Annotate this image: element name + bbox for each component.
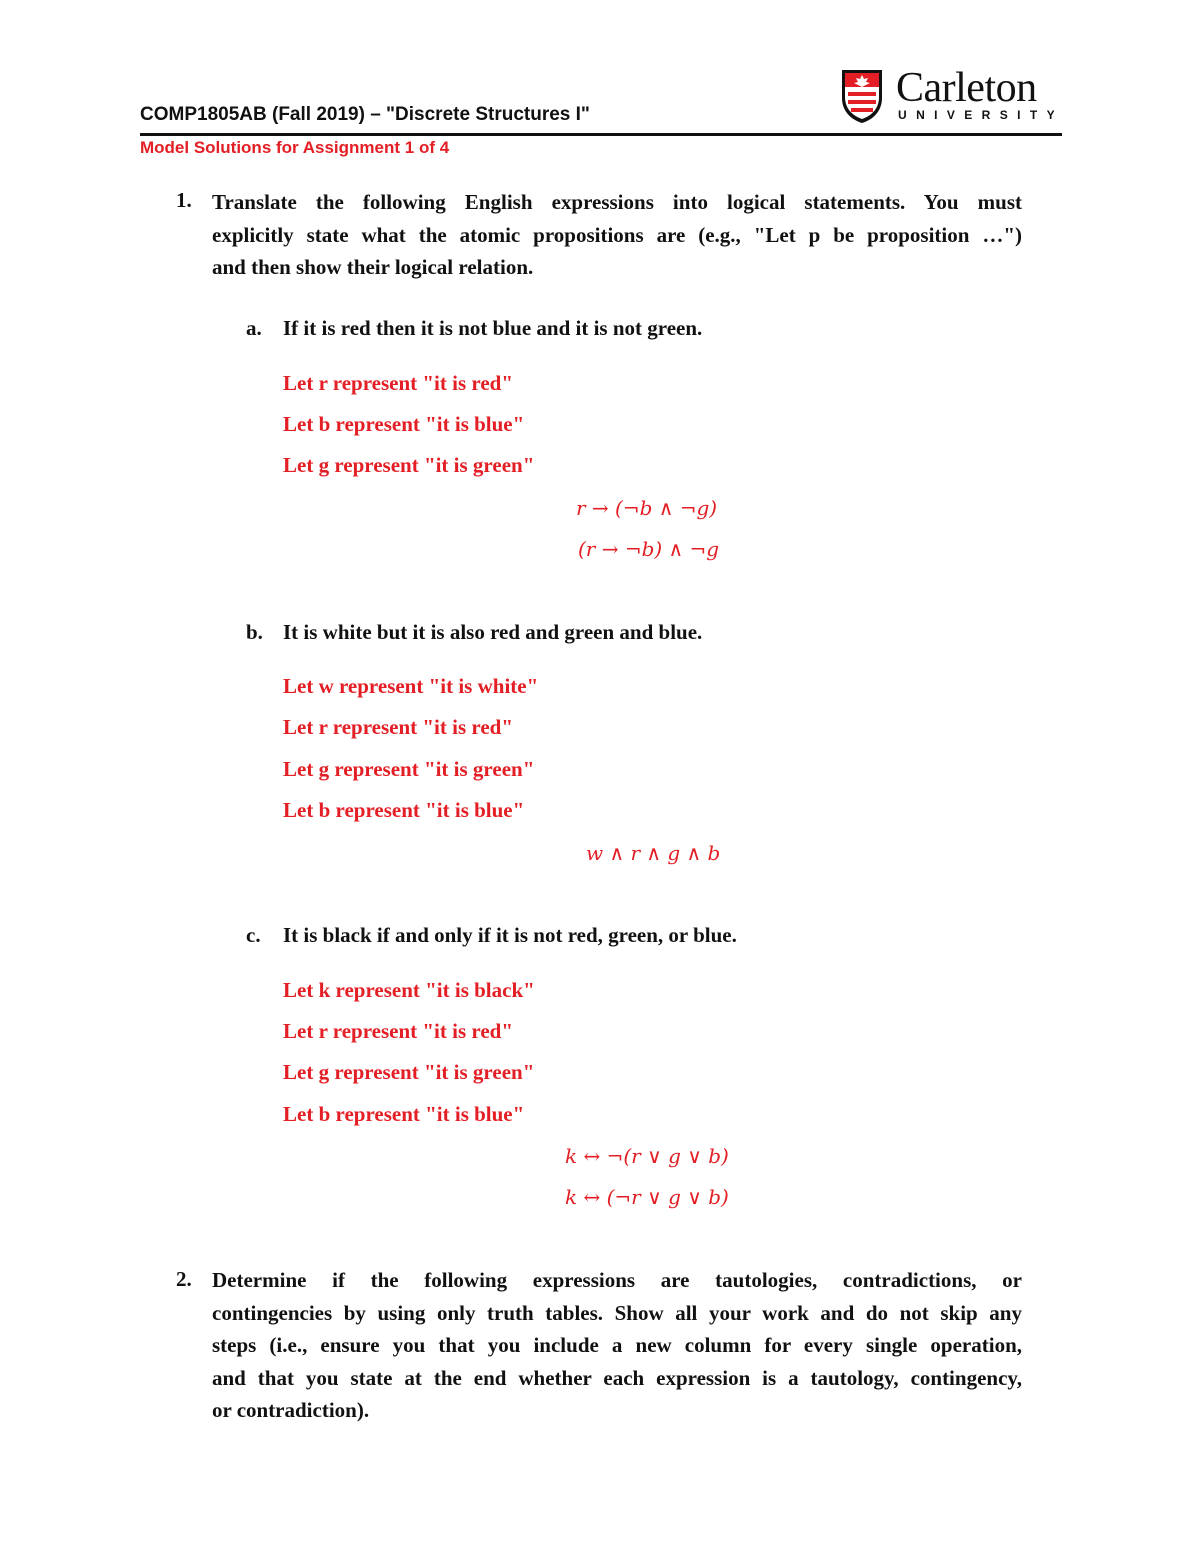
- question-2-line: or contradiction).: [212, 1398, 370, 1422]
- part-c-answer: Let g represent "it is green": [283, 1060, 535, 1084]
- part-b-formula: w ∧ r ∧ g ∧ b: [586, 841, 721, 865]
- course-title: COMP1805AB (Fall 2019) – "Discrete Structures I": [140, 104, 590, 125]
- part-c-formula: k ↔ (¬r ∨ g ∨ b): [565, 1185, 729, 1209]
- part-c-answer: Let r represent "it is red": [283, 1019, 513, 1043]
- logo-subtitle: UNIVERSITY: [898, 108, 1065, 122]
- part-b-answer: Let w represent "it is white": [283, 674, 539, 698]
- part-b-answer: Let r represent "it is red": [283, 715, 513, 739]
- part-a-question: If it is red then it is not blue and it is not green.: [283, 316, 703, 340]
- part-c-question: It is black if and only if it is not red, green, or blue.: [283, 923, 737, 947]
- part-a-formula: r → (¬b ∧ ¬g): [576, 496, 718, 520]
- part-b-answer: Let b represent "it is blue": [283, 798, 525, 822]
- question-1-line: and then show their logical relation.: [212, 255, 534, 279]
- part-a-answer: Let b represent "it is blue": [283, 412, 525, 436]
- question-2-text: [212, 1264, 1022, 1427]
- part-c-formula: k ↔ ¬(r ∨ g ∨ b): [565, 1144, 729, 1168]
- question-2-line: contingencies by using only truth tables. Show all your work and do not skip any: [212, 1300, 1022, 1325]
- part-b-letter: b.: [246, 620, 263, 644]
- part-b-question: It is white but it is also red and green and blue.: [283, 620, 703, 644]
- part-c-letter: c.: [246, 923, 261, 947]
- question-2-line: and that you state at the end whether each expression is a tautology, contingency,: [212, 1365, 1022, 1390]
- document-subtitle: Model Solutions for Assignment 1 of 4: [140, 138, 450, 157]
- question-1-line: Translate the following English expressions into logical statements. You must: [212, 190, 1022, 214]
- shield-icon: [840, 68, 884, 124]
- question-1-number: 1.: [176, 188, 192, 212]
- carleton-logo: [840, 65, 1065, 128]
- question-2-line: Determine if the following expressions are tautologies, contradictions, or: [212, 1268, 1022, 1292]
- header-divider: [140, 133, 1062, 136]
- question-1-line: explicitly state what the atomic propositions are (e.g., "Let p be proposition …"): [212, 222, 1022, 247]
- part-a-letter: a.: [246, 316, 262, 340]
- part-a-formula: (r → ¬b) ∧ ¬g: [578, 537, 720, 561]
- logo-wordmark: Carleton: [896, 65, 1037, 111]
- question-1-text: [212, 186, 1022, 284]
- part-a-answer: Let g represent "it is green": [283, 453, 535, 477]
- question-2-number: 2.: [176, 1267, 192, 1291]
- part-a-answer: Let r represent "it is red": [283, 371, 513, 395]
- part-b-answer: Let g represent "it is green": [283, 757, 535, 781]
- part-c-answer: Let k represent "it is black": [283, 978, 535, 1002]
- part-c-answer: Let b represent "it is blue": [283, 1102, 525, 1126]
- question-2-line: steps (i.e., ensure you that you include a new column for every single operation,: [212, 1333, 1022, 1357]
